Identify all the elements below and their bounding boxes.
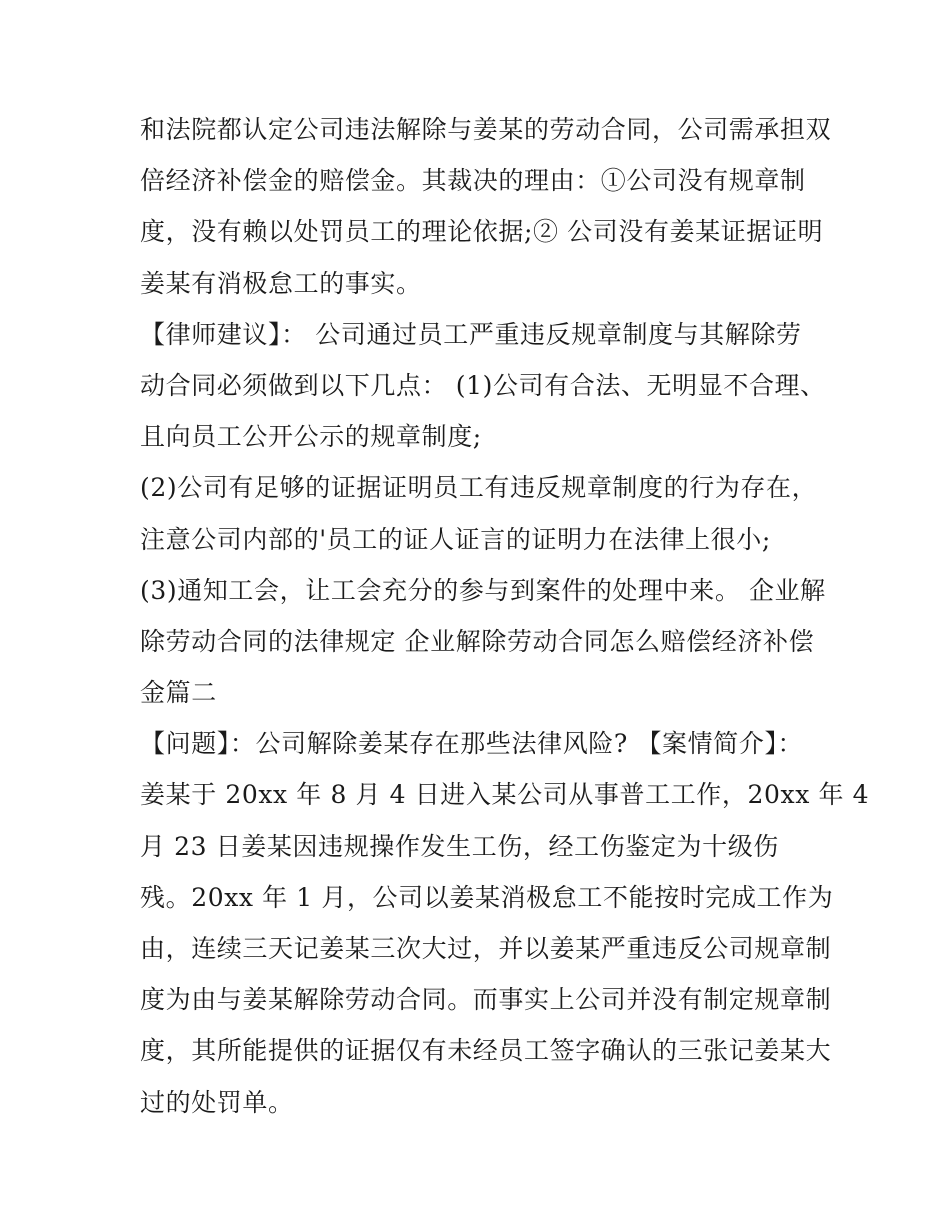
text-line: 动合同必须做到以下几点： (1)公司有合法、无明显不合理、 (140, 370, 826, 400)
text-line: 【问题】：公司解除姜某存在那些法律风险? 【案情简介】： (140, 729, 804, 759)
text-line: 金篇二 (140, 678, 217, 708)
text-line: 残。20xx 年 1 月，公司以姜某消极怠工不能按时完成工作为 (140, 882, 834, 912)
text-line: 度，其所能提供的证据仅有未经员工签字确认的三张记姜某大 (140, 1036, 832, 1066)
text-line: 和法院都认定公司违法解除与姜某的劳动合同，公司需承担双 (140, 115, 832, 144)
text-line: 【律师建议】： 公司通过员工严重违反规章制度与其解除劳 (140, 319, 802, 349)
text-line: 且向员工公开公示的规章制度; (140, 422, 482, 452)
text-line: 由，连续三天记姜某三次大过，并以姜某严重违反公司规章制 (140, 934, 832, 963)
text-line: 注意公司内部的'员工的证人证言的证明力在法律上很小; (140, 524, 771, 554)
text-line: (3)通知工会，让工会充分的参与到案件的处理中来。 企业解 (140, 575, 826, 605)
text-line: 过的处罚单。 (140, 1087, 294, 1117)
text-line: 姜某于 20xx 年 8 月 4 日进入某公司从事普工工作，20xx 年 4 (140, 780, 870, 810)
text-line: 倍经济补偿金的赔偿金。其裁决的理由：①公司没有规章制 (140, 166, 806, 196)
text-line: 除劳动合同的法律规定 企业解除劳动合同怎么赔偿经济补偿 (140, 626, 815, 656)
body-text (140, 104, 870, 1128)
text-line: 度为由与姜某解除劳动合同。而事实上公司并没有制定规章制 (140, 985, 832, 1015)
text-line: 月 23 日姜某因违规操作发生工伤，经工伤鉴定为十级伤 (140, 831, 779, 861)
text-line: 姜某有消极怠工的事实。 (140, 268, 422, 298)
text-line: (2)公司有足够的证据证明员工有违反规章制度的行为存在， (140, 473, 818, 503)
text-line: 度，没有赖以处罚员工的理论依据;② 公司没有姜某证据证明 (140, 217, 824, 247)
